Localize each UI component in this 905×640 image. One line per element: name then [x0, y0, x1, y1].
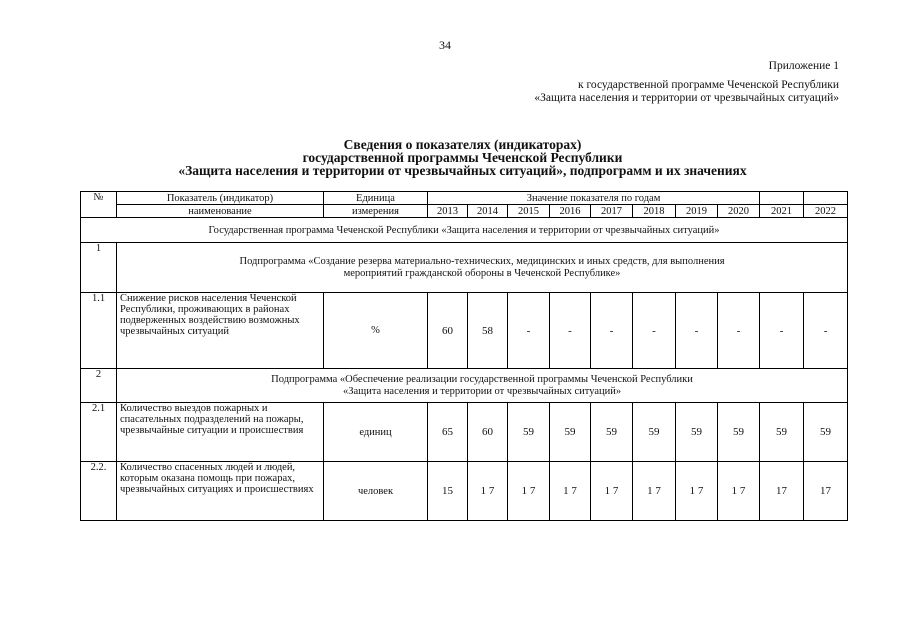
value-cell: -: [676, 293, 718, 369]
appendix-line-1: к государственной программе Чеченской Республики: [578, 79, 839, 91]
value-cell: 59: [718, 403, 760, 462]
appendix-line-2: «Защита населения и территории от чрезвычайных ситуаций»: [534, 92, 839, 104]
indicator-name: Снижение рисков населения Чеченской Республики, проживающих в районах подверженных воздействию возможных чрезвычайных ситуаций: [117, 293, 324, 369]
table-row: [81, 403, 848, 462]
subprogram-1-num: 1: [81, 243, 117, 293]
header-num: №: [81, 192, 117, 218]
unit-cell: единиц: [324, 403, 428, 462]
value-cell: 59: [760, 403, 804, 462]
indicator-name: Количество выездов пожарных и спасательных подразделений на пожары, чрезвычайные ситуации и происшествия: [117, 403, 324, 462]
table-row: [81, 293, 848, 369]
indicator-name: Количество спасенных людей и людей, которым оказана помощь при пожарах, чрезвычайных ситуациях и происшествиях: [117, 462, 324, 521]
subprogram-2-row: [81, 369, 848, 403]
header-empty-2021: [760, 192, 804, 205]
title-line-1: Сведения о показателях (индикаторах): [343, 137, 582, 152]
value-cell: 58: [468, 293, 508, 369]
title-line-3: «Защита населения и территории от чрезвычайных ситуаций», подпрограмм и их значениях: [178, 163, 747, 178]
subprogram-1-line-1: Подпрограмма «Создание резерва материально-технических, медицинских и иных средств, для выполнения: [239, 255, 725, 267]
year-header: 2020: [718, 205, 760, 218]
header-empty-2022: [804, 192, 848, 205]
year-header: 2019: [676, 205, 718, 218]
value-cell: 1 7: [676, 462, 718, 521]
row-num: 2.2.: [81, 462, 117, 521]
value-cell: -: [760, 293, 804, 369]
value-cell: 60: [468, 403, 508, 462]
header-row-top: [81, 192, 848, 205]
year-header: 2021: [760, 205, 804, 218]
subprogram-2-title: [117, 369, 848, 403]
subprogram-2-line-2: «Защита населения и территории от чрезвычайных ситуаций»: [342, 385, 622, 397]
row-num: 2.1: [81, 403, 117, 462]
year-header: 2018: [633, 205, 676, 218]
value-cell: 65: [428, 403, 468, 462]
appendix-header: [534, 60, 839, 105]
value-cell: 59: [508, 403, 550, 462]
value-cell: 1 7: [468, 462, 508, 521]
year-header: 2022: [804, 205, 848, 218]
table-row: [81, 462, 848, 521]
value-cell: -: [718, 293, 760, 369]
subprogram-1-line-2: мероприятий гражданской обороны в Чеченской Республике»: [343, 267, 621, 279]
title-line-2: государственной программы Чеченской Республики: [302, 150, 623, 165]
page-number: 34: [439, 38, 451, 52]
value-cell: 59: [550, 403, 591, 462]
year-header: 2013: [428, 205, 468, 218]
year-header: 2016: [550, 205, 591, 218]
unit-cell: человек: [324, 462, 428, 521]
indicators-table: [80, 191, 848, 521]
year-header: 2014: [468, 205, 508, 218]
unit-cell: %: [324, 293, 428, 369]
appendix-label: Приложение 1: [768, 60, 839, 72]
value-cell: -: [550, 293, 591, 369]
value-cell: 59: [804, 403, 848, 462]
row-num: 1.1: [81, 293, 117, 369]
value-cell: -: [633, 293, 676, 369]
value-cell: 17: [760, 462, 804, 521]
value-cell: -: [804, 293, 848, 369]
value-cell: 59: [676, 403, 718, 462]
subprogram-1-row: [81, 243, 848, 293]
value-cell: 1 7: [718, 462, 760, 521]
value-cell: -: [508, 293, 550, 369]
header-indicator-name: наименование: [117, 205, 324, 218]
document-title: [80, 138, 845, 177]
header-unit: Единица: [324, 192, 428, 205]
program-row: [81, 218, 848, 243]
program-title: Государственная программа Чеченской Республики «Защита населения и территории от чрезвычайных ситуаций»: [81, 218, 848, 243]
value-cell: 15: [428, 462, 468, 521]
value-cell: 1 7: [508, 462, 550, 521]
value-cell: -: [591, 293, 633, 369]
header-years-caption: Значение показателя по годам: [428, 192, 760, 205]
value-cell: 1 7: [633, 462, 676, 521]
value-cell: 17: [804, 462, 848, 521]
value-cell: 1 7: [550, 462, 591, 521]
header-unit-measure: измерения: [324, 205, 428, 218]
value-cell: 1 7: [591, 462, 633, 521]
value-cell: 60: [428, 293, 468, 369]
value-cell: 59: [633, 403, 676, 462]
year-header: 2017: [591, 205, 633, 218]
subprogram-2-num: 2: [81, 369, 117, 403]
header-row-bottom: [81, 205, 848, 218]
subprogram-1-title: [117, 243, 848, 293]
value-cell: 59: [591, 403, 633, 462]
subprogram-2-line-1: Подпрограмма «Обеспечение реализации государственной программы Чеченской Республики: [271, 373, 693, 385]
header-indicator: Показатель (индикатор): [117, 192, 324, 205]
year-header: 2015: [508, 205, 550, 218]
